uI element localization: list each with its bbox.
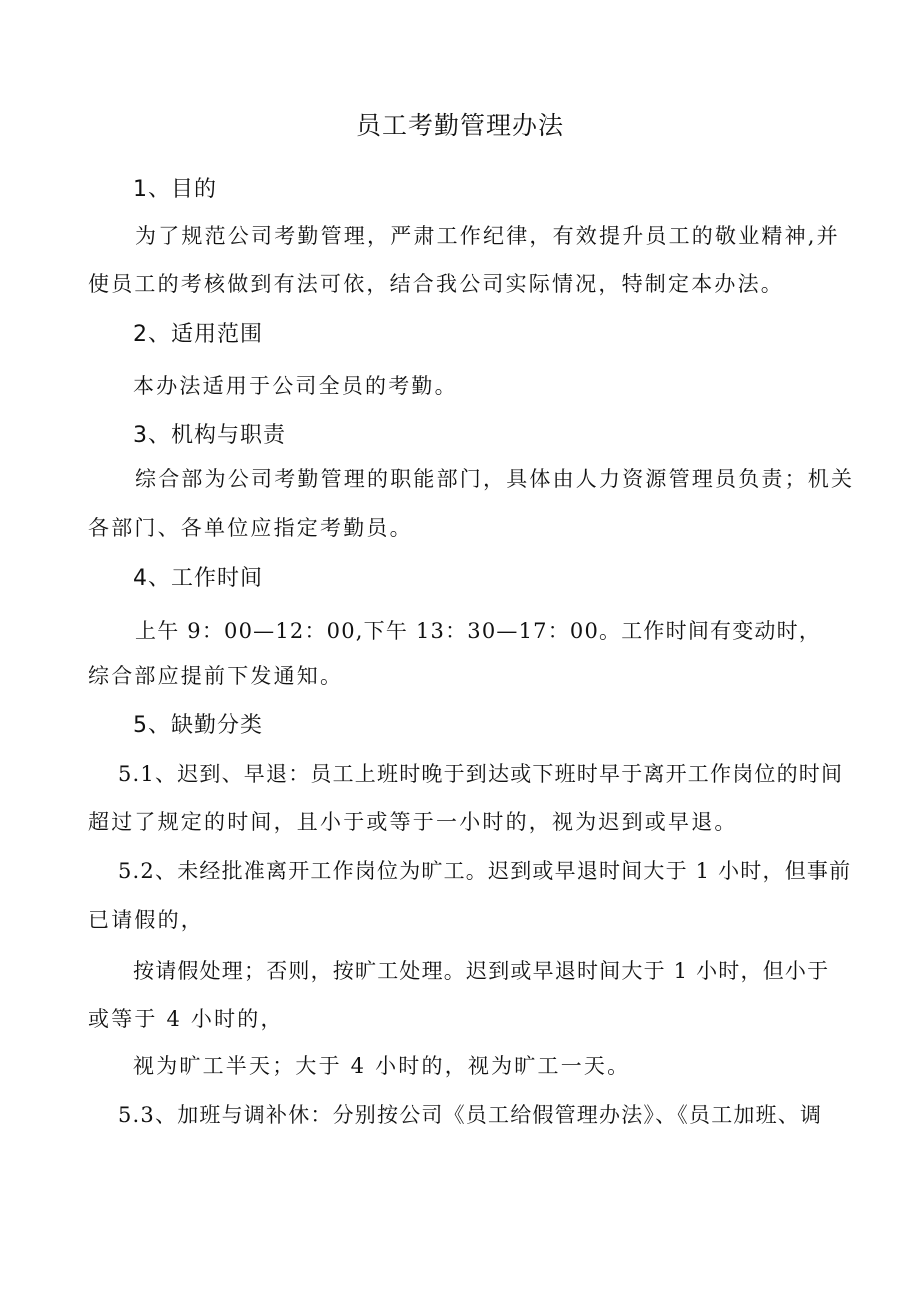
paragraph-line: 综合部为公司考勤管理的职能部门，具体由人力资源管理员负责；机关 (135, 467, 855, 491)
paragraph-line: 5.2、未经批准离开工作岗位为旷工。迟到或早退时间大于 1 小时，但事前 (118, 859, 852, 883)
paragraph-line: 超过了规定的时间，且小于或等于一小时的，视为迟到或早退。 (88, 810, 738, 834)
paragraph-line: 5.3、加班与调补休：分别按公司《员工给假管理办法》、《员工加班、调 (118, 1103, 823, 1127)
paragraph-line: 本办法适用于公司全员的考勤。 (133, 374, 458, 398)
paragraph-line: 5.1、迟到、早退：员工上班时晚于到达或下班时早于离开工作岗位的时间 (118, 762, 844, 786)
section-heading-scope: 2、适用范围 (133, 322, 263, 347)
section-heading-working-hours: 4、工作时间 (133, 566, 263, 591)
paragraph-line: 或等于 4 小时的， (88, 1007, 284, 1031)
paragraph-line: 各部门、各单位应指定考勤员。 (88, 516, 413, 540)
paragraph-line: 上午 9：00—12：00,下午 13：30—17：00。工作时间有变动时， (135, 619, 822, 643)
paragraph-line: 视为旷工半天；大于 4 小时的，视为旷工一天。 (133, 1054, 631, 1078)
paragraph-line: 综合部应提前下发通知。 (88, 664, 344, 688)
document-title: 员工考勤管理办法 (355, 111, 564, 140)
paragraph-line: 已请假的， (88, 908, 204, 932)
section-heading-purpose: 1、目的 (133, 177, 217, 202)
paragraph-line: 使员工的考核做到有法可依，结合我公司实际情况，特制定本办法。 (88, 272, 784, 296)
section-heading-organization: 3、机构与职责 (133, 423, 286, 448)
paragraph-line: 按请假处理；否则，按旷工处理。迟到或早退时间大于 1 小时，但小于 (133, 959, 830, 983)
section-heading-absence-types: 5、缺勤分类 (133, 713, 263, 738)
paragraph-line: 为了规范公司考勤管理，严肃工作纪律，有效提升员工的敬业精神,并 (135, 224, 840, 248)
